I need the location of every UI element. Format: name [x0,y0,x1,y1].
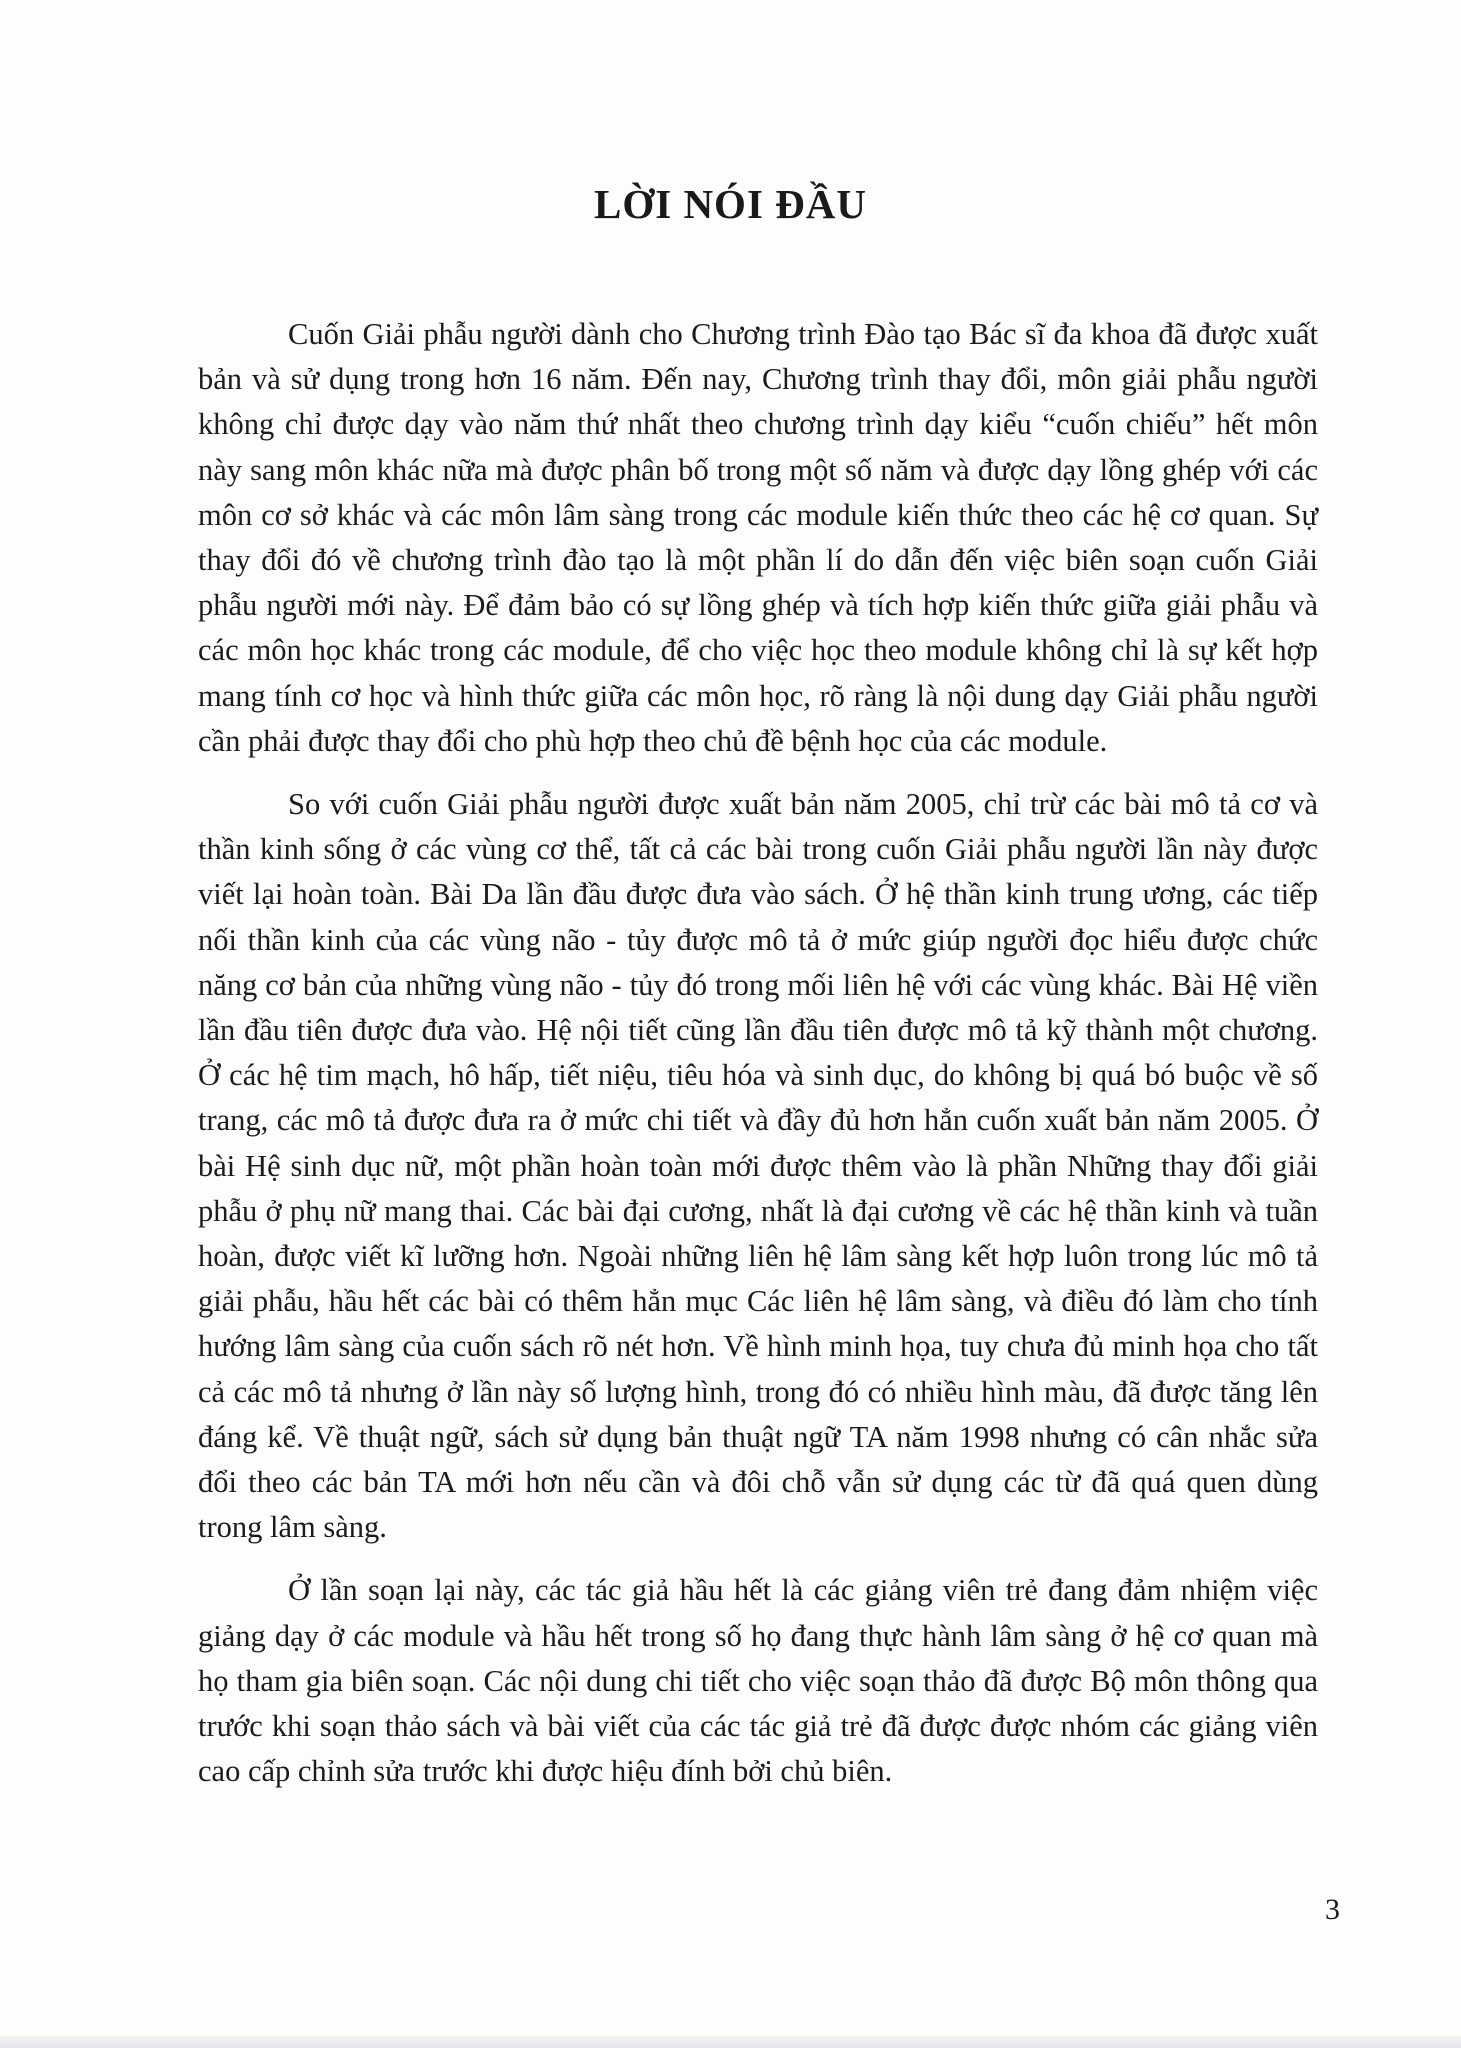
page-number: 3 [1325,1893,1340,1926]
page-title: LỜI NÓI ĐẦU [594,181,867,227]
paragraph-2: So với cuốn Giải phẫu người được xuất bản năm 2005, chỉ trừ các bài mô tả cơ và thần kinh sống ở các vùng cơ thể, tất cả các bài trong cuốn Giải phẫu người lần này được viết lại hoàn toàn. Bài Da lần đầu được đưa vào sách. Ở hệ thần kinh trung ương, các tiếp nối thần kinh của các vùng não - tủy được mô tả ở mức giúp người đọc hiểu được chức năng cơ bản của những vùng não - tủy đó trong mối liên hệ với các vùng khác. Bài Hệ viền lần đầu tiên được đưa vào. Hệ nội tiết cũng lần đầu tiên được mô tả kỹ thành một chương. Ở các hệ tim mạch, hô hấp, tiết niệu, tiêu hóa và sinh dục, do không bị quá bó buộc về số trang, các mô tả được đưa ra ở mức chi tiết và đầy đủ hơn hẳn cuốn xuất bản năm 2005. Ở bài Hệ sinh dục nữ, một phần hoàn toàn mới được thêm vào là phần Những thay đổi giải phẫu ở phụ nữ mang thai. Các bài đại cương, nhất là đại cương về các hệ thần kinh và tuần hoàn, được viết kĩ lưỡng hơn. Ngoài những liên hệ lâm sàng kết hợp luôn trong lúc mô tả giải phẫu, hầu hết các bài có thêm hẳn mục Các liên hệ lâm sàng, và điều đó làm cho tính hướng lâm sàng của cuốn sách rõ nét hơn. Về hình minh họa, tuy chưa đủ minh họa cho tất cả các mô tả nhưng ở lần này số lượng hình, trong đó có nhiều hình màu, đã được tăng lên đáng kể. Về thuật ngữ, sách sử dụng bản thuật ngữ TA năm 1998 nhưng có cân nhắc sửa đổi theo các bản TA mới hơn nếu cần và đôi chỗ vẫn sử dụng các từ đã quá quen dùng trong lâm sàng. [198,787,1318,1545]
paragraph-3: Ở lần soạn lại này, các tác giả hầu hết là các giảng viên trẻ đang đảm nhiệm việc giảng dạy ở các module và hầu hết trong số họ đang thực hành lâm sàng ở hệ cơ quan mà họ tham gia biên soạn. Các nội dung chi tiết cho việc soạn thảo đã được Bộ môn thông qua trước khi soạn thảo sách và bài viết của các tác giả trẻ đã được được nhóm các giảng viên cao cấp chỉnh sửa trước khi được hiệu đính bởi chủ biên. [198,1573,1318,1789]
scan-bottom-edge [0,2036,1461,2048]
paragraph-1: Cuốn Giải phẫu người dành cho Chương trình Đào tạo Bác sĩ đa khoa đã được xuất bản và sử dụng trong hơn 16 năm. Đến nay, Chương trình thay đổi, môn giải phẫu người không chỉ được dạy vào năm thứ nhất theo chương trình dạy kiểu “cuốn chiếu” hết môn này sang môn khác nữa mà được phân bố trong một số năm và được dạy lồng ghép với các môn cơ sở khác và các môn lâm sàng trong các module kiến thức theo các hệ cơ quan. Sự thay đổi đó về chương trình đào tạo là một phần lí do dẫn đến việc biên soạn cuốn Giải phẫu người mới này. Để đảm bảo có sự lồng ghép và tích hợp kiến thức giữa giải phẫu và các môn học khác trong các module, để cho việc học theo module không chỉ là sự kết hợp mang tính cơ học và hình thức giữa các môn học, rõ ràng là nội dung dạy Giải phẫu người cần phải được thay đổi cho phù hợp theo chủ đề bệnh học của các module. [198,317,1318,758]
preface-body [198,312,1318,1813]
